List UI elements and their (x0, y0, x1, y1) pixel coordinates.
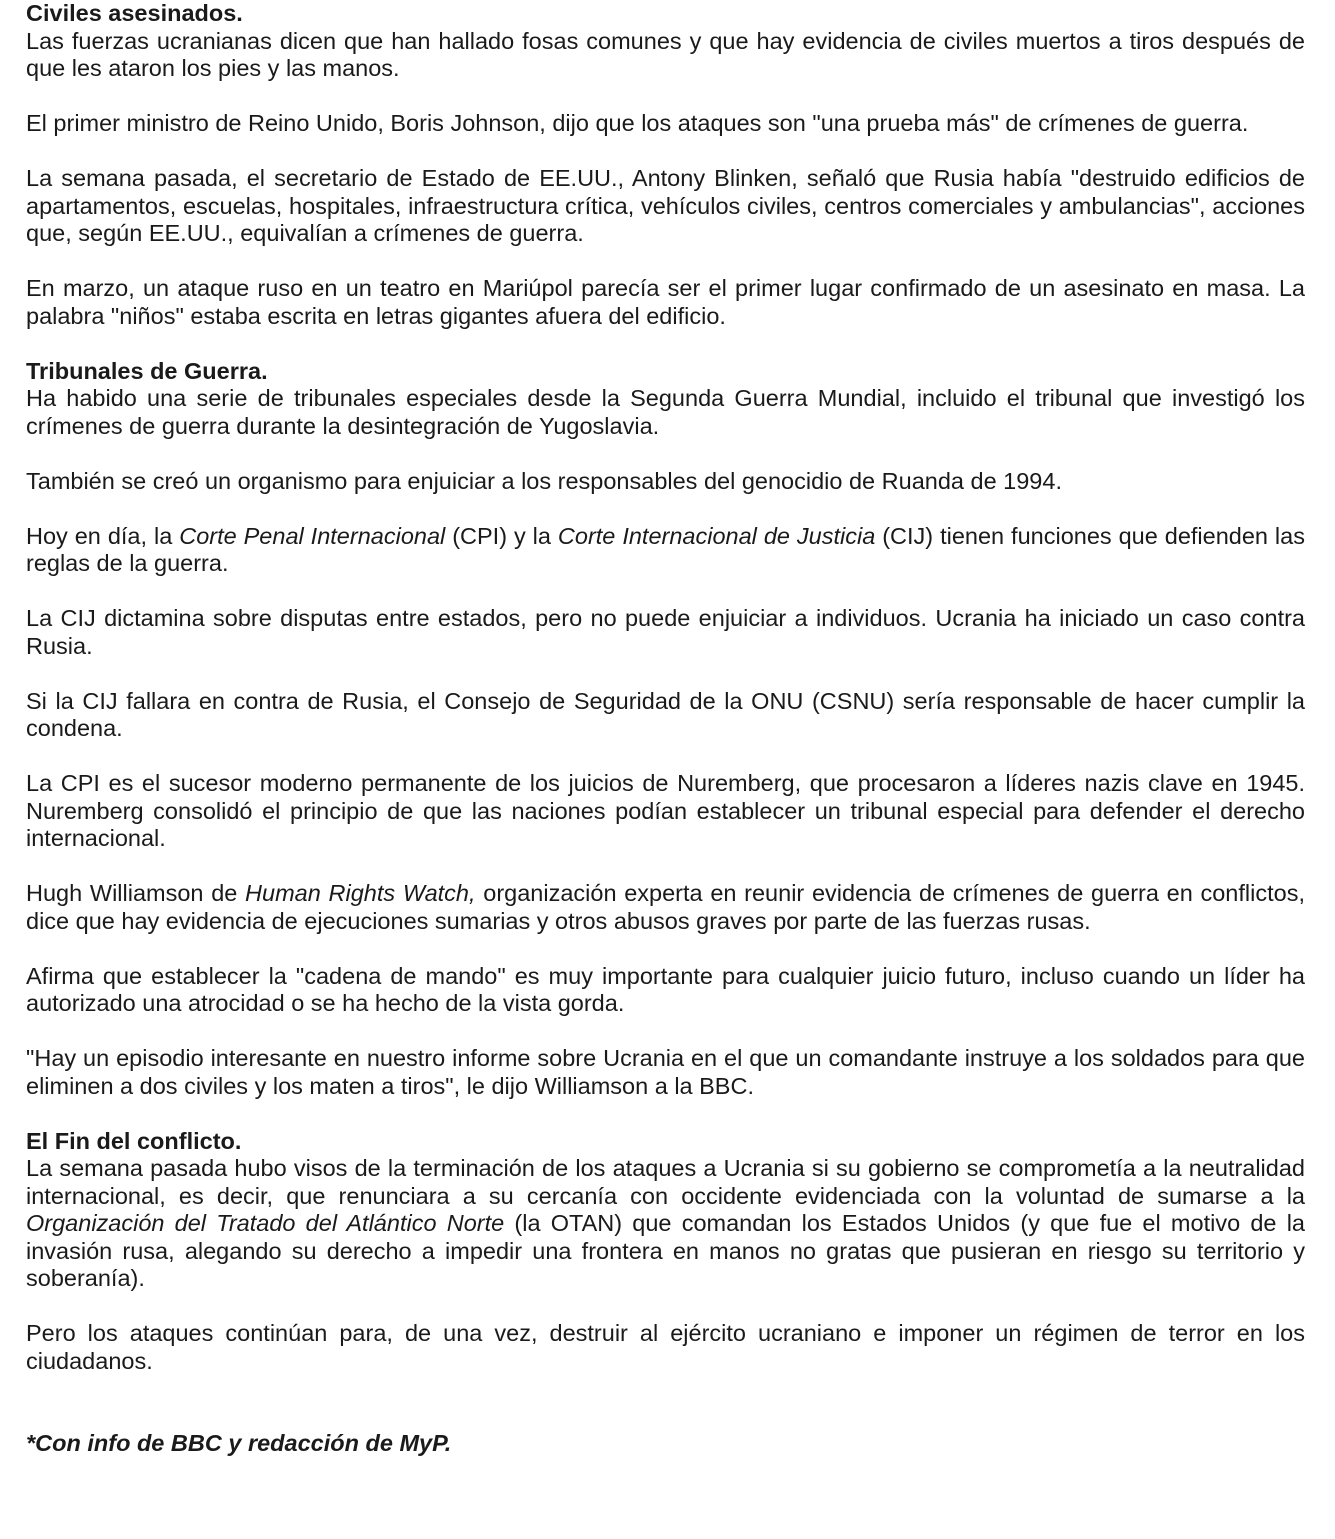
italic-term: Human Rights Watch, (245, 880, 476, 906)
article-paragraph (26, 1045, 1305, 1100)
paragraph-text: También se creó un organismo para enjuiciar a los responsables del genocidio de Ruanda de 1994. (26, 467, 1062, 494)
article-paragraph (26, 1155, 1305, 1293)
article-paragraph (26, 385, 1305, 440)
source-credit: *Con info de BBC y redacción de MyP. (26, 1430, 452, 1456)
article-section (26, 0, 1305, 330)
article-paragraph (26, 165, 1305, 248)
paragraph-text: La semana pasada hubo visos de la terminación de los ataques a Ucrania si su gobierno se comprometía a la neutralidad internacional, es decir, que renunciara a su cercanía con occidente evidenciada con la voluntad de sumarse a la (26, 1155, 1305, 1209)
paragraph-text: La semana pasada, el secretario de Estado de EE.UU., Antony Blinken, señaló que Rusia había "destruido edificios de apartamentos, escuelas, hospitales, infraestructura crítica, vehículos civiles, centros comerciales y ambulancias", acciones que, según EE.UU., equivalían a crímenes de guerra. (26, 165, 1305, 246)
paragraph-text: Las fuerzas ucranianas dicen que han hallado fosas comunes y que hay evidencia de civiles muertos a tiros después de que les ataron los pies y las manos. (26, 27, 1305, 81)
paragraph-text: organización experta en reunir evidencia de crímenes de guerra en conflictos, dice que hay evidencia de ejecuciones sumarias y otros abusos graves por parte de las fuerzas rusas. (26, 880, 1305, 934)
article-paragraph (26, 468, 1305, 496)
paragraph-text: Hoy en día, la (26, 522, 180, 549)
paragraph-text: Hugh Williamson de (26, 880, 246, 906)
article-paragraph (26, 275, 1305, 330)
paragraph-text: Ha habido una serie de tribunales especiales desde la Segunda Guerra Mundial, incluido el tribunal que investigó los crímenes de guerra durante la desintegración de Yugoslavia. (26, 385, 1305, 439)
paragraph-text: Si la CIJ fallara en contra de Rusia, el Consejo de Seguridad de la ONU (CSNU) sería responsable de hacer cumplir la condena. (26, 687, 1305, 741)
article-paragraph (26, 605, 1305, 660)
section-heading: El Fin del conflicto. (26, 1127, 242, 1154)
paragraph-text: Afirma que establecer la "cadena de mando" es muy importante para cualquier juicio futuro, incluso cuando un líder ha autorizado una atrocidad o se ha hecho de la vista gorda. (26, 962, 1305, 1016)
italic-term: Corte Internacional de Justicia (557, 522, 876, 549)
article-paragraph (26, 1320, 1305, 1375)
italic-term: Organización del Tratado del Atlántico Norte (26, 1210, 505, 1236)
paragraph-text: "Hay un episodio interesante en nuestro informe sobre Ucrania en el que un comandante instruye a los soldados para que eliminen a dos civiles y los maten a tiros", le dijo Williamson a la BBC. (26, 1045, 1305, 1099)
section-heading: Civiles asesinados. (26, 0, 243, 26)
section-heading: Tribunales de Guerra. (26, 357, 268, 384)
article-section (26, 358, 1305, 1101)
paragraph-text: La CPI es el sucesor moderno permanente de los juicios de Nuremberg, que procesaron a líderes nazis clave en 1945. Nuremberg consolidó el principio de que las naciones podían establecer un tribunal especial para defender el derecho internacional. (26, 770, 1305, 851)
article-paragraph (26, 880, 1305, 935)
article-section (26, 1128, 1305, 1376)
article-paragraph (26, 110, 1305, 138)
paragraph-text: Pero los ataques continúan para, de una vez, destruir al ejército ucraniano e imponer un régimen de terror en los ciudadanos. (26, 1320, 1305, 1374)
paragraph-text: La CIJ dictamina sobre disputas entre estados, pero no puede enjuiciar a individuos. Ucrania ha iniciado un caso contra Rusia. (26, 605, 1305, 659)
paragraph-text: (CIJ) tienen funciones que defienden las reglas de la guerra. (26, 522, 1305, 576)
article-paragraph (26, 523, 1305, 578)
paragraph-text: El primer ministro de Reino Unido, Boris Johnson, dijo que los ataques son "una prueba más" de crímenes de guerra. (26, 110, 1249, 136)
article-paragraph (26, 963, 1305, 1018)
article-paragraph (26, 688, 1305, 743)
article-paragraph (26, 770, 1305, 853)
italic-term: Corte Penal Internacional (179, 522, 446, 549)
article-paragraph (26, 28, 1305, 83)
paragraph-text: (la OTAN) que comandan los Estados Unidos (y que fue el motivo de la invasión rusa, alegando su derecho a impedir una frontera en manos no gratas que pusieran en riesgo su territorio y soberanía). (26, 1210, 1305, 1291)
article-body (26, 0, 1305, 1458)
paragraph-text: (CPI) y la (445, 522, 558, 549)
paragraph-text: En marzo, un ataque ruso en un teatro en Mariúpol parecía ser el primer lugar confirmado de un asesinato en masa. La palabra "niños" estaba escrita en letras gigantes afuera del edificio. (26, 275, 1305, 329)
